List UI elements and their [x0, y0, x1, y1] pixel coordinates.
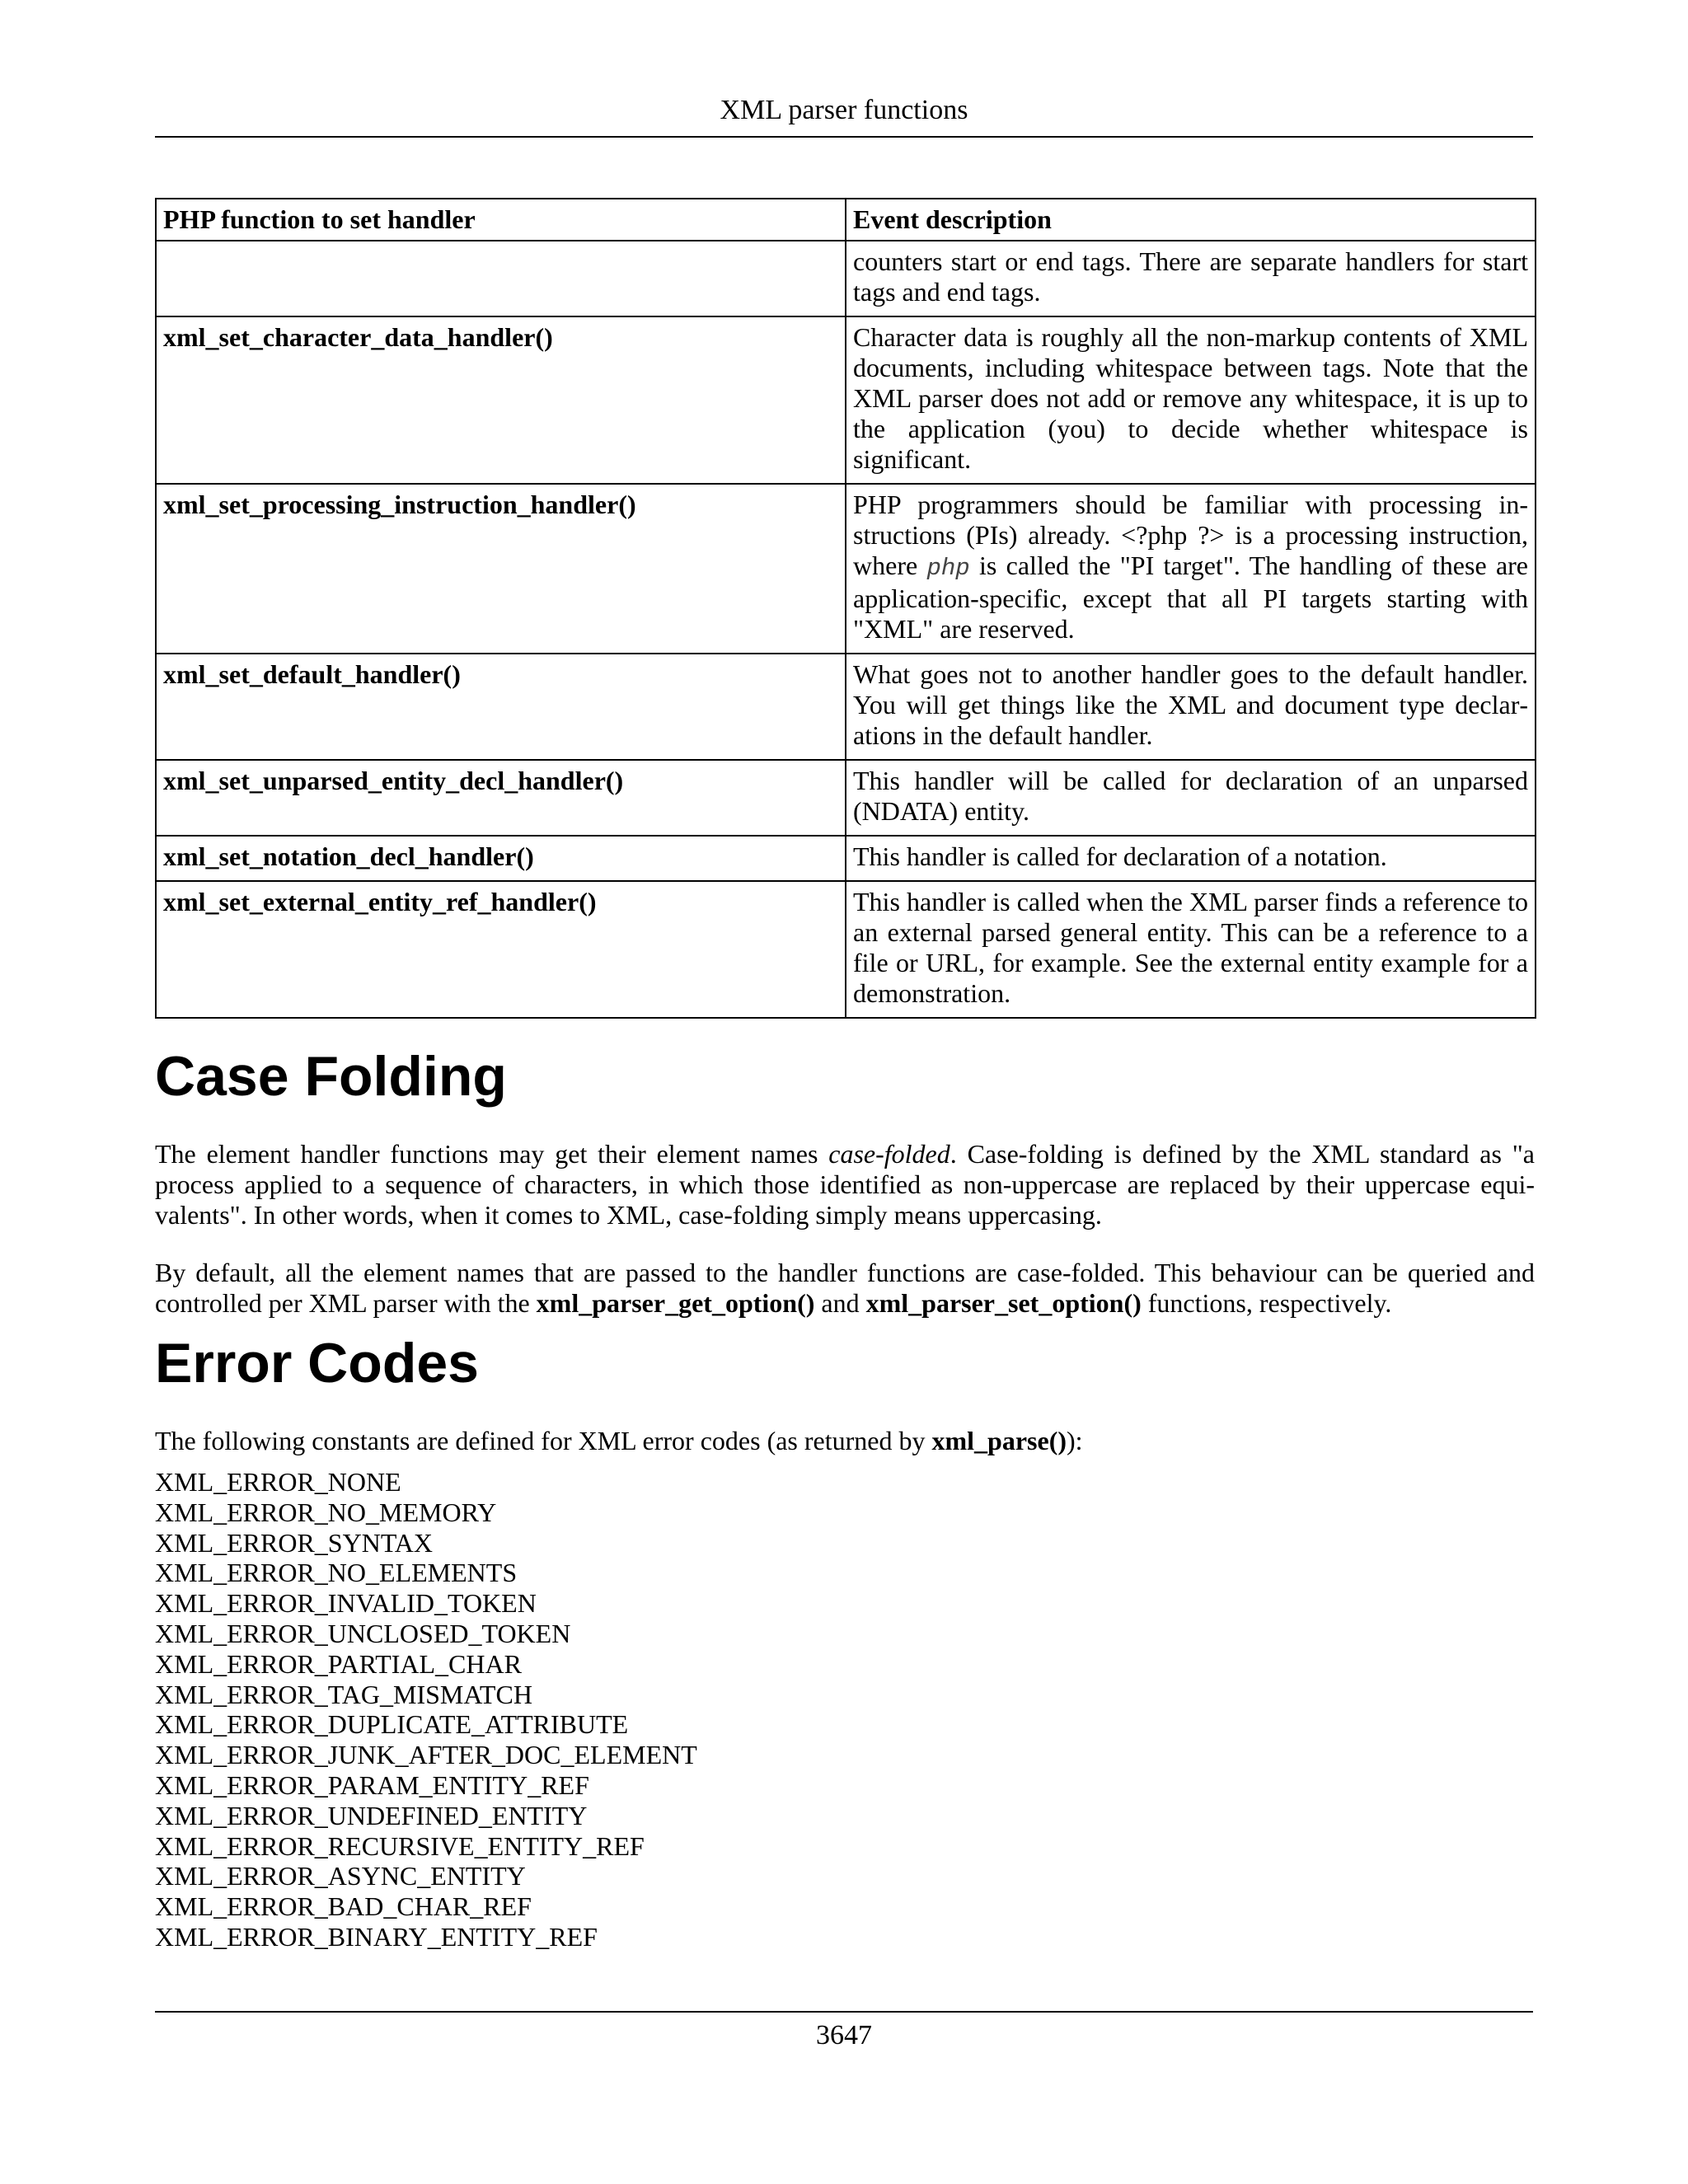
list-item: XML_ERROR_DUPLICATE_ATTRIBUTE	[155, 1709, 629, 1740]
table-row	[156, 836, 1536, 881]
list-item: XML_ERROR_UNDEFINED_ENTITY	[155, 1800, 588, 1830]
list-item: XML_ERROR_RECURSIVE_ENTITY_REF	[155, 1830, 645, 1861]
list-item: XML_ERROR_SYNTAX	[155, 1527, 434, 1558]
table-row	[156, 654, 1536, 760]
pi-target-code: php	[926, 555, 970, 582]
body-text: By default, all the element names that are passed to the handler functions are case-folded. This behaviour can be queried and controlled per XML parser with the	[155, 1258, 1535, 1318]
table-row	[156, 241, 1536, 316]
description-text: PHP programmers should be familiar with processing instructions (PIs) already. <?php ?> is a processing instruction, where	[853, 490, 1528, 580]
function-cell: xml_set_external_entity_ref_handler()	[156, 881, 846, 1018]
body-text: ):	[1067, 1426, 1083, 1455]
header-rule	[155, 136, 1533, 138]
description-text: is called the "PI target". The handling of these are application-specific, except that all PI targets starting with "XML" are reserved.	[853, 551, 1529, 644]
list-item: XML_ERROR_NO_ELEMENTS	[155, 1558, 518, 1588]
function-cell: xml_set_character_data_handler()	[156, 316, 846, 484]
description-cell: This handler will be called for declaration of an unparsed (NDATA) entity.	[846, 760, 1536, 836]
function-cell: xml_set_notation_decl_handler()	[156, 836, 846, 881]
column-header-function: PHP function to set handler	[156, 199, 846, 241]
function-cell: xml_set_unparsed_entity_decl_handler()	[156, 760, 846, 836]
function-cell: xml_set_processing_instruction_handler()	[156, 484, 846, 654]
error-codes-heading: Error Codes	[155, 1332, 479, 1394]
case-folding-paragraph-2	[155, 1258, 1535, 1319]
table-row	[156, 484, 1536, 654]
list-item: XML_ERROR_INVALID_TOKEN	[155, 1588, 537, 1619]
list-item: XML_ERROR_TAG_MISMATCH	[155, 1679, 532, 1709]
list-item: XML_ERROR_BINARY_ENTITY_REF	[155, 1921, 598, 1952]
running-header: XML parser functions	[720, 95, 968, 125]
description-cell: Character data is roughly all the non-markup contents of XML documents, including whitespace between tags. Note that the XML parser does not add or remove any whitespace, it is up to the application (you) to decide whether whitespace is significant.	[846, 316, 1536, 484]
list-item: XML_ERROR_PARTIAL_CHAR	[155, 1648, 522, 1679]
description-cell: counters start or end tags. There are separate handlers for start tags and end tags.	[846, 241, 1536, 316]
list-item: XML_ERROR_PARAM_ENTITY_REF	[155, 1769, 589, 1800]
description-cell: What goes not to another handler goes to the default handler. You will get things like the XML and document type declarations in the default handler.	[846, 654, 1536, 760]
description-cell: This handler is called for declaration of a notation.	[846, 836, 1536, 881]
case-folding-heading: Case Folding	[155, 1045, 507, 1108]
function-name: xml_parse()	[931, 1426, 1067, 1455]
body-text: functions, respectively.	[1141, 1288, 1392, 1318]
column-header-description: Event description	[846, 199, 1536, 241]
footer-rule	[155, 2011, 1533, 2013]
error-code-list	[155, 1467, 697, 1952]
body-text: The following constants are defined for XML error codes (as returned by	[155, 1426, 932, 1455]
list-item: XML_ERROR_NO_MEMORY	[155, 1497, 497, 1527]
description-cell: This handler is called when the XML parser finds a reference to an external parsed general entity. This can be a reference to a file or URL, for example. See the external entity example for a demonstration.	[846, 881, 1536, 1018]
emphasis-term: case-folded	[828, 1139, 950, 1169]
table-row	[156, 316, 1536, 484]
table-row	[156, 881, 1536, 1018]
table-header-row	[156, 199, 1536, 241]
function-cell	[156, 241, 846, 316]
page-number: 3647	[816, 2020, 872, 2050]
body-text: The element handler functions may get their element names	[155, 1139, 829, 1169]
handler-table	[155, 198, 1536, 1019]
list-item: XML_ERROR_JUNK_AFTER_DOC_ELEMENT	[155, 1740, 697, 1770]
list-item: XML_ERROR_ASYNC_ENTITY	[155, 1861, 526, 1891]
list-item: XML_ERROR_UNCLOSED_TOKEN	[155, 1618, 571, 1648]
case-folding-paragraph-1	[155, 1139, 1535, 1230]
list-item: XML_ERROR_NONE	[155, 1467, 401, 1497]
list-item: XML_ERROR_BAD_CHAR_REF	[155, 1891, 532, 1922]
function-name: xml_parser_set_option()	[865, 1288, 1142, 1318]
body-text: . Case-folding is defined by the XML standard as "a process applied to a sequence of characters, in which those identified as non-uppercase are replaced by their uppercase equivalents". In other words, when it comes to XML, case-folding simply means uppercasing.	[155, 1139, 1535, 1230]
function-cell: xml_set_default_handler()	[156, 654, 846, 760]
description-cell	[846, 484, 1536, 654]
error-codes-intro	[155, 1426, 1535, 1456]
function-name: xml_parser_get_option()	[536, 1288, 815, 1318]
body-text: and	[814, 1288, 866, 1318]
table-row	[156, 760, 1536, 836]
